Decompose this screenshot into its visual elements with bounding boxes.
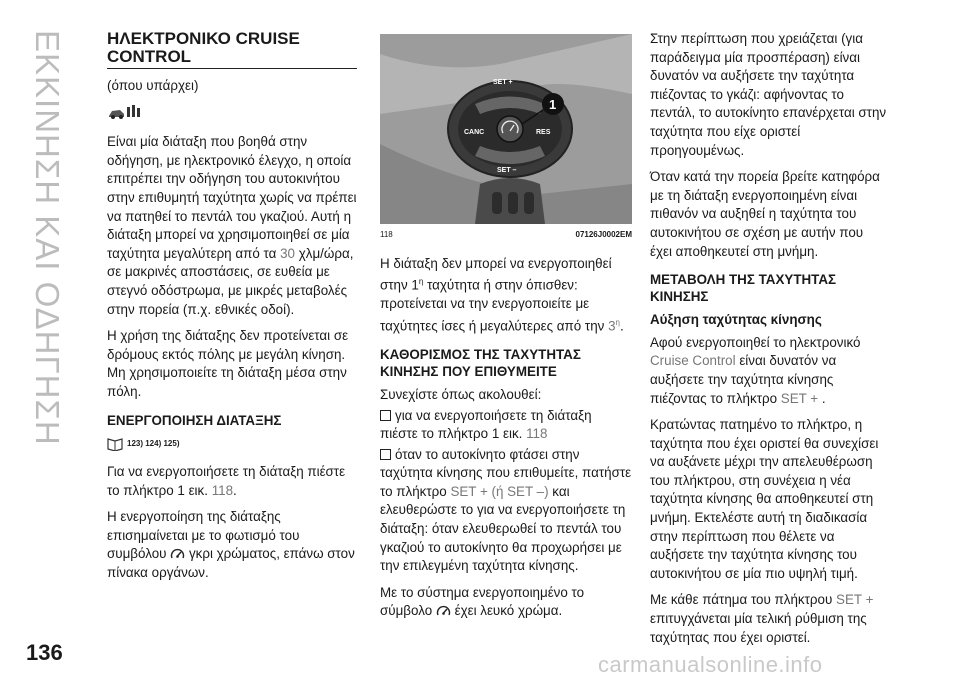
steering-wheel-controls-illustration xyxy=(380,34,632,224)
version-icons xyxy=(107,104,357,126)
availability-note: (όπου υπάρχει) xyxy=(107,78,199,93)
intro-paragraph: Είναι μία διάταξη που βοηθά στην οδήγηση, με ηλεκτρονικό έλεγχο, η οποία επιτρέπει την οδήγηση του αυτοκινήτου στην επιθυμητή ταχύτητα χωρίς να πρέπει να πατηθεί το πεντάλ του γκαζιού. Αυτή η διάταξη μπορεί να χρησιμοποιηθεί σε μία ταχύτητα μεγαλύτερη από τα 30 χλμ/ώρα, σε μακρινές αποστάσεις, σε ευθεία με στεγνό οδόστρωμα, με μικρές μεταβολές στην πορεία (π.χ. εθνικές οδοί). xyxy=(107,134,357,317)
checkbox-bullet-icon xyxy=(380,410,391,421)
increase-speed-paragraph: Αφού ενεργοποιηθεί το ηλεκτρονικό Cruise Control είναι δυνατόν να αυξήσετε την ταχύτητα κίνησης πιέζοντας το πλήκτρο SET + . xyxy=(650,334,861,406)
figure-caption xyxy=(380,226,632,245)
car-versions-icon xyxy=(107,104,143,120)
res-button-label: RES xyxy=(536,129,551,136)
page-number: 136 xyxy=(26,640,63,665)
set-minus-button-label: SET – xyxy=(497,167,517,174)
step-item-1: για να ενεργοποιήσετε τη διάταξη πιέστε το πλήκτρο 1 εικ. 118 xyxy=(380,407,592,442)
book-warning-icon xyxy=(107,437,123,451)
city-use-paragraph: Η χρήση της διάταξης δεν προτείνεται σε δρόμους εκτός πόλης με μεγάλη κίνηση. Μη χρησιμοποιείτε τη διάταξη μέσα στην πόλη. xyxy=(107,328,349,399)
cruise-control-symbol-icon xyxy=(170,548,185,562)
warning-notes-row: 123) 124) 125) xyxy=(107,435,357,454)
page-title: ΗΛΕΚΤΡΟΝΙΚΟ CRUISE CONTROL xyxy=(107,30,357,69)
proceed-text: Συνεχίστε όπως ακολουθεί: xyxy=(380,386,542,402)
activation-paragraph-1: Για να ενεργοποιήσετε τη διάταξη πιέστε το πλήκτρο 1 εικ. 118. xyxy=(107,464,346,498)
change-speed-heading: ΜΕΤΑΒΟΛΗ ΤΗΣ ΤΑΧΥΤΗΤΑΣ ΚΙΝΗΣΗΣ xyxy=(650,272,837,305)
figure-code: 07126J0002EM xyxy=(575,230,632,239)
steering-wheel-figure xyxy=(380,34,632,224)
column-2 xyxy=(380,30,632,629)
watermark: carmanualsonline.info xyxy=(598,652,823,677)
callout-number: 1 xyxy=(549,97,557,112)
activation-heading: ΕΝΕΡΓΟΠΟΙΗΣΗ ΔΙΑΤΑΞΗΣ xyxy=(107,412,282,428)
downhill-paragraph: Όταν κατά την πορεία βρείτε κατηφόρα με τη διάταξη ενεργοποιημένη είναι πιθανόν να αυξηθεί η ταχύτητα του αυτοκινήτου σε σχέση με αυτήν που έχει αποθηκευτεί στη μνήμη. xyxy=(650,169,880,259)
cruise-control-symbol-icon xyxy=(436,605,451,619)
side-section-tab: ΕΚΚΙΝΗΣΗ ΚΑΙ ΟΔΗΓΗΣΗ xyxy=(29,30,66,446)
column-3 xyxy=(650,30,888,655)
overtaking-paragraph: Στην περίπτωση που χρειάζεται (για παράδειγμα μία προσπέραση) είναι δυνατόν να αυξήσετε την ταχύτητα πιέζοντας το γκάζι: αφήνοντας το πεντάλ, το αυτοκίνητο επανέρχεται στην ταχύτητα που είχε οριστεί προηγουμένως. xyxy=(650,31,887,158)
figure-number: 118 xyxy=(380,230,393,239)
set-plus-button-label: SET + xyxy=(493,79,513,86)
each-press-paragraph: Με κάθε πάτημα του πλήκτρου SET + επιτυγχάνεται μία τελική ρύθμιση της ταχύτητας που έχει οριστεί. xyxy=(650,592,874,645)
set-speed-heading: ΚΑΘΟΡΙΣΜΟΣ ΤΗΣ ΤΑΧΥΤΗΤΑΣ ΚΙΝΗΣΗΣ ΠΟΥ ΕΠΙΘΥΜΕΙΤΕ xyxy=(380,346,581,379)
column-1 xyxy=(107,30,357,591)
checkbox-bullet-icon xyxy=(380,449,391,460)
increase-speed-subheading: Αύξηση ταχύτητας κίνησης xyxy=(650,312,822,328)
gear-note-paragraph: Η διάταξη δεν μπορεί να ενεργοποιηθεί στην $1^\eta$ ταχύτητα ή στην όπισθεν: προτείνεται να την ενεργοποιείτε με ταχύτητες ίσες ή μεγαλύτερες από την $3^\eta$. xyxy=(380,255,624,334)
activation-paragraph-2: Η ενεργοποίηση της διάταξης επισημαίνεται με το φωτισμό του συμβόλου γκρι χρώματος, επάνω στον πίνακα οργάνων. xyxy=(107,509,355,581)
hold-button-paragraph: Κρατώντας πατημένο το πλήκτρο, η ταχύτητα που έχει οριστεί θα συνεχίσει να αυξάνετε μέχρι την απελευθέρωση του πλήκτρου, στη συνέχεια η νέα ταχύτητα κίνησης θα αποθηκευτεί στη μνήμη. Εκτελέστε αυτή τη διαδικασία στην περίπτωση που θέλετε να αυξήσετε την ταχύτητα κίνησης του αυτοκινήτου σε μία πιο υψηλή τιμή. xyxy=(650,417,879,581)
canc-button-label: CANC xyxy=(464,129,485,136)
step-item-2: όταν το αυτοκίνητο φτάσει στην ταχύτητα κίνησης που επιθυμείτε, πατήστε το πλήκτρο SET + (ή SET –) και ελευθερώστε το για να ενεργοποιήσετε τη διάταξη: όταν ελευθερωθεί το πεντάλ του γκαζιού το αυτοκίνητο θα προχωρήσει με την επιλεγμένη ταχύτητα κίνησης. xyxy=(380,446,632,574)
symbol-white-paragraph: Με το σύστημα ενεργοποιημένο το σύμβολο έχει λευκό χρώμα. xyxy=(380,584,585,619)
